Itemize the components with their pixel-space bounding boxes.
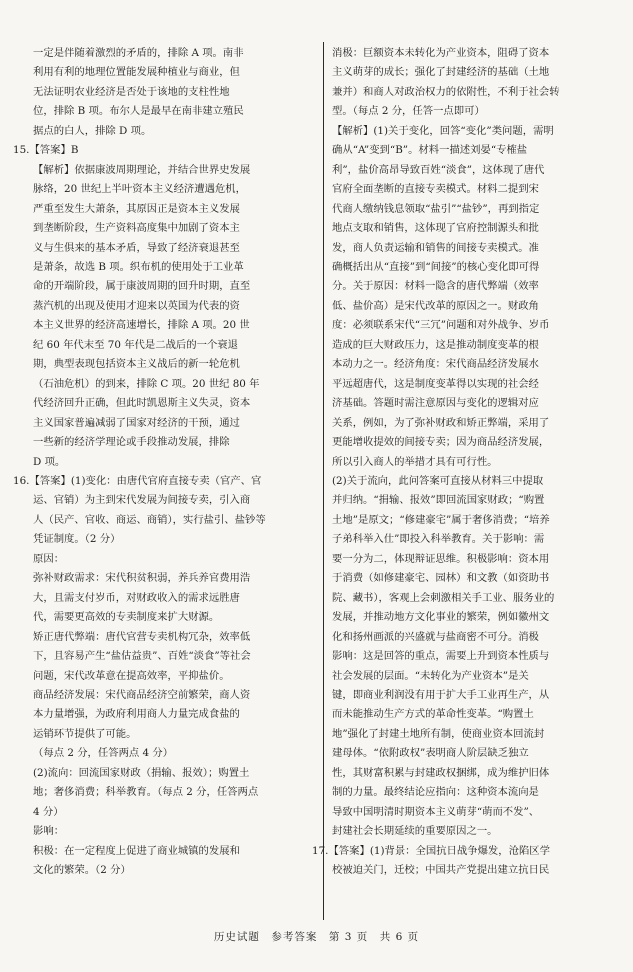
text-line: 要一分为二，体现辩证思维。积极影响：资本用 bbox=[332, 552, 550, 565]
text-line: 导致中国明清时期资本主义萌芽“萌而不发”、 bbox=[332, 805, 540, 818]
text-line: 地；奢侈消费；科举教育。（每点 2 分，任答两点 bbox=[33, 786, 259, 799]
answer-line: 15.【答案】B bbox=[13, 144, 79, 157]
text-line: 而未能推动生产方式的革命性变革。“购置土 bbox=[332, 708, 534, 721]
q15-analysis bbox=[33, 161, 315, 472]
text-line: 并归纳。“捐输、报效”即回流国家财政；“购置 bbox=[332, 494, 545, 507]
q15-answer bbox=[13, 141, 315, 160]
q14-tail bbox=[33, 44, 315, 141]
text-line: 义与生俱来的基本矛盾，导致了经济衰退甚至 bbox=[33, 241, 240, 254]
text-line: 弥补财政需求：宋代积贫积弱，养兵养官费用浩 bbox=[33, 572, 251, 585]
text-line: 凭证制度。（2 分） bbox=[33, 533, 121, 546]
q17-answer bbox=[312, 842, 614, 881]
text-line: 土地”是原文；“修建豪宅”属于奢侈消费；“培养 bbox=[332, 513, 550, 526]
text-line: 矫正唐代弊端：唐代官营专卖机构冗杂，效率低 bbox=[33, 630, 251, 643]
text-line: 所以引入商人的举措才具有可行性。 bbox=[332, 455, 498, 468]
text-line: 利用有利的地理位置能发展种植业与商业，但 bbox=[33, 66, 240, 79]
text-line: 低、盐价高）是宋代改革的原因之一。财政角 bbox=[332, 299, 539, 312]
text-line: 脉络，20 世纪上半叶资本主义经济遭遇危机， bbox=[33, 183, 246, 196]
text-line: 性，其财富积累与封建政权捆绑，成为维护旧体 bbox=[332, 766, 550, 779]
text-line: 大，且需支付岁币，对财政收入的需求远胜唐 bbox=[33, 591, 240, 604]
text-line: 主义萌芽的成长；强化了封建经济的基础（土地 bbox=[332, 66, 550, 79]
text-line: 造成的巨大财政压力，这是推动制度变革的根 bbox=[332, 338, 539, 351]
text-line: 发，商人负责运输和销售的间接专卖模式。准 bbox=[332, 241, 539, 254]
text-line: 16.【答案】(1)变化：由唐代官府直接专卖（官产、官 bbox=[13, 474, 262, 487]
text-line: 人（民产、官收、商运、商销），实行盐引、盐钞等 bbox=[33, 513, 266, 526]
text-line: 17.【答案】(1)背景：全国抗日战争爆发，沧陷区学 bbox=[312, 844, 550, 857]
q16-answer bbox=[13, 472, 315, 881]
text-line: 关系，例如，为了弥补财政和矫正弊端，采用了 bbox=[332, 416, 550, 429]
page-footer: 历史试题 参考答案 第 3 页 共 6 页 bbox=[213, 931, 420, 943]
text-line: 4 分） bbox=[33, 805, 64, 818]
text-line: 兼并）和商人对政治权力的依附性，不利于社会转 bbox=[332, 85, 560, 98]
text-line: 济基础。答题时需注意原因与变化的逻辑对应 bbox=[332, 397, 539, 410]
text-line: （石油危机）的到来，排除 C 项。20 世纪 80 年 bbox=[33, 377, 260, 390]
text-line: （每点 2 分，任答两点 4 分） bbox=[33, 747, 174, 760]
text-line: 院、藏书），客观上会刺激相关手工业、服务业的 bbox=[332, 591, 555, 604]
text-line: D 项。 bbox=[33, 455, 66, 468]
text-line: 建母体。“依附政权”表明商人阶层缺乏独立 bbox=[332, 747, 529, 760]
text-line: 子弟科举入仕”即投入科举教育。关于影响：需 bbox=[332, 533, 545, 546]
text-line: 更能增收提效的间接专卖；因为商品经济发展， bbox=[332, 436, 550, 449]
text-line: 本力量增强，为政府利用商人力量完成食盐的 bbox=[33, 708, 240, 721]
text-line: 度：必须联系宋代“三冗”问题和对外战争、岁币 bbox=[332, 319, 550, 332]
text-line: 代经济回升正确，但此时凯恩斯主义失灵，资本 bbox=[33, 397, 251, 410]
text-line: 型。（每点 2 分，任答一点即可） bbox=[332, 105, 485, 118]
text-line: 积极：在一定程度上促进了商业城镇的发展和 bbox=[33, 844, 240, 857]
text-line: 确概括出从“直接”到“间接”的核心变化即可得 bbox=[332, 260, 540, 273]
text-line: 【解析】(1)关于变化，回答“变化”类问题，需明 bbox=[332, 124, 554, 137]
text-line: 本动力之一。经济角度：宋代商品经济发展水 bbox=[332, 358, 539, 371]
text-line: 据点的白人，排除 D 项。 bbox=[33, 124, 152, 137]
text-line: 发展，并推动地方文化事业的繁荣，例如徽州文 bbox=[332, 611, 550, 624]
text-line: 一定是伴随着激烈的矛盾的，排除 A 项。南非 bbox=[33, 47, 244, 59]
text-line: 平远超唐代，这是制度变革得以实现的社会经 bbox=[332, 377, 539, 390]
text-line: 影响： bbox=[33, 825, 65, 838]
text-line: 纪 60 年代末至 70 年代是二战后的一个衰退 bbox=[33, 338, 238, 351]
text-line: 运销环节提供了可能。 bbox=[33, 727, 137, 740]
text-line: 代，需要更高效的专卖制度来扩大财源。 bbox=[33, 611, 220, 624]
text-line: 化和扬州画派的兴盛就与盐商密不可分。消极 bbox=[332, 630, 539, 643]
text-line: 主义国家普遍减弱了国家对经济的干预，通过 bbox=[33, 416, 240, 429]
text-line: 封建社会长期延续的重要原因之一。 bbox=[332, 825, 498, 838]
text-line: 【解析】依据康波周期理论，并结合世界史发展 bbox=[33, 163, 251, 176]
text-line: 文化的繁荣。（2 分） bbox=[33, 864, 131, 877]
text-line: 蒸汽机的出现及使用才迎来以英国为代表的资 bbox=[33, 299, 240, 312]
text-line: 确从“A”变到“B”。材料一描述刘晏“专榷盐 bbox=[332, 144, 528, 157]
text-line: 下，且容易产生“盐估益贵”、百姓“淡食”等社会 bbox=[33, 650, 251, 663]
text-line: 官府全面垄断的直接专卖模式。材料二提到宋 bbox=[332, 183, 539, 196]
text-line: 问题，宋代改革意在提高效率，平抑盐价。 bbox=[33, 669, 230, 682]
text-line: 影响：这是回答的重点，需要上升到资本性质与 bbox=[332, 650, 550, 663]
text-line: (2)流向：回流国家财政（捐输、报效）；购置土 bbox=[33, 766, 250, 779]
text-line: 到垄断阶段，生产资料高度集中加剧了资本主 bbox=[33, 222, 240, 235]
text-line: 地点支取和销售，这体现了官府控制源头和批 bbox=[332, 222, 539, 235]
text-line: 命的开端阶段，属于康波周期的回升时期，直至 bbox=[33, 280, 251, 293]
column-divider bbox=[323, 42, 324, 920]
text-line: 无法证明农业经济是否处于该地的支柱性地 bbox=[33, 85, 230, 98]
q16-analysis-part2 bbox=[332, 472, 614, 842]
text-line: 严重至发生大萧条，其原因正是资本主义发展 bbox=[33, 202, 240, 215]
text-line: 制的力量。最终结论应指向：这种资本流向是 bbox=[332, 786, 539, 799]
text-line: 键，即商业利润没有用于扩大手工业再生产，从 bbox=[332, 688, 550, 701]
text-line: 消极：巨额资本未转化为产业资本，阻碍了资本 bbox=[332, 47, 550, 59]
text-line: 代商人缴纳钱息领取“盐引”“盐钞”，再到指定 bbox=[332, 202, 540, 215]
text-line: 运、官销）为主到宋代发展为间接专卖，引入商 bbox=[33, 494, 251, 507]
right-column bbox=[312, 44, 614, 880]
text-line: 商品经济发展：宋代商品经济空前繁荣，商人资 bbox=[33, 688, 251, 701]
text-line: 一些新的经济学理论或手段推动发展，排除 bbox=[33, 436, 230, 449]
q16-analysis-part1 bbox=[332, 122, 614, 472]
text-line: 于消费（如修建豪宅、园林）和文教（如资助书 bbox=[332, 572, 550, 585]
text-line: 本主义世界的经济高速增长，排除 A 项。20 世 bbox=[33, 319, 250, 332]
left-column bbox=[13, 44, 315, 880]
text-line: 位，排除 B 项。布尔人是最早在南非建立殖民 bbox=[33, 105, 244, 118]
text-line: 原因： bbox=[33, 552, 65, 565]
text-line: 期，典型表现包括资本主义战后的新一轮危机 bbox=[33, 358, 240, 371]
text-line: (2)关于流向，此问答案可直接从材料三中提取 bbox=[332, 474, 544, 487]
text-line: 社会发展的层面。“未转化为产业资本”是关 bbox=[332, 669, 529, 682]
text-line: 是萧条，故选 B 项。织布机的使用处于工业革 bbox=[33, 260, 244, 273]
text-line: 地”强化了封建土地所有制，使商业资本回流封 bbox=[332, 727, 545, 740]
text-line: 校被迫关门，迁校；中国共产党提出建立抗日民 bbox=[332, 864, 550, 877]
text-line: 利”，盐价高昂导致百姓“淡食”，这体现了唐代 bbox=[332, 163, 545, 176]
q16-negative-impact bbox=[332, 44, 614, 122]
text-line: 分。关于原因：材料一隐含的唐代弊端（效率 bbox=[332, 280, 539, 293]
